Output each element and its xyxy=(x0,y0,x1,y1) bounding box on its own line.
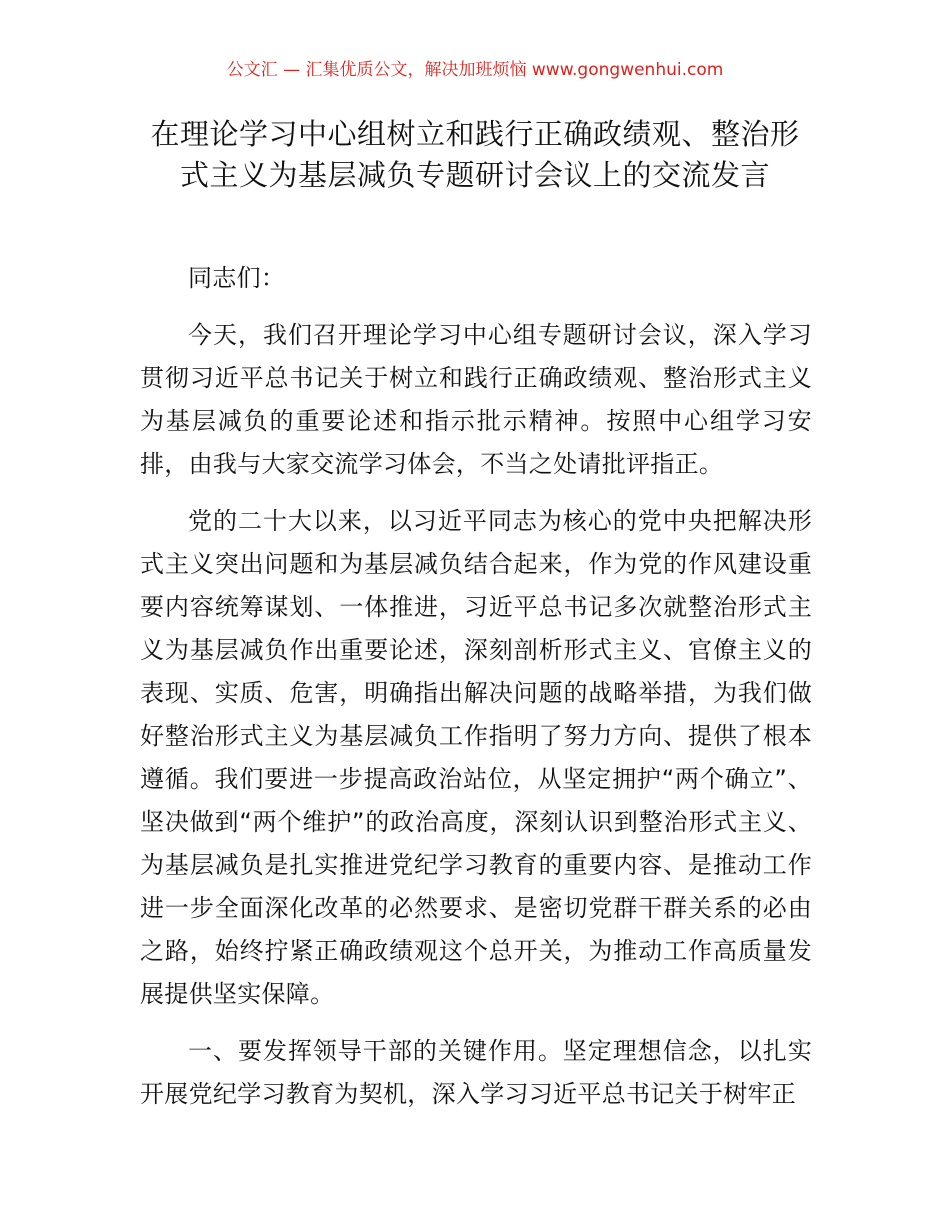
paragraph-point-one: 一、要发挥领导干部的关键作用。坚定理想信念，以扎实开展党纪学习教育为契机，深入学习习近平总书记关于树牢正 xyxy=(140,1037,812,1108)
paragraph-intro: 今天，我们召开理论学习中心组专题研讨会议，深入学习贯彻习近平总书记关于树立和践行正确政绩观、整治形式主义为基层减负的重要论述和指示批示精神。按照中心组学习安排，由我与大家交流学习体会，不当之处请批评指正。 xyxy=(140,321,812,478)
salutation: 同志们： xyxy=(188,264,286,292)
document-title: 在理论学习中心组树立和践行正确政绩观、整治形式主义为基层减负专题研讨会议上的交流发言 xyxy=(150,117,800,192)
site-banner: 公文汇 — 汇集优质公文，解决加班烦恼 www.gongwenhui.com xyxy=(226,60,724,80)
paragraph-background: 党的二十大以来，以习近平同志为核心的党中央把解决形式主义突出问题和为基层减负结合起来，作为党的作风建设重要内容统筹谋划、一体推进，习近平总书记多次就整治形式主义为基层减负作出重要论述，深刻剖析形式主义、官僚主义的表现、实质、危害，明确指出解决问题的战略举措，为我们做好整治形式主义为基层减负工作指明了努力方向、提供了根本遵循。我们要进一步提高政治站位，从坚定拥护“两个确立”、坚决做到“两个维护”的政治高度，深刻认识到整治形式主义、为基层减负是扎实推进党纪学习教育的重要内容、是推动工作进一步全面深化改革的必然要求、是密切党群干群关系的必由之路，始终拧紧正确政绩观这个总开关，为推动工作高质量发展提供坚实保障。 xyxy=(140,507,812,1008)
document-body xyxy=(140,257,812,1130)
